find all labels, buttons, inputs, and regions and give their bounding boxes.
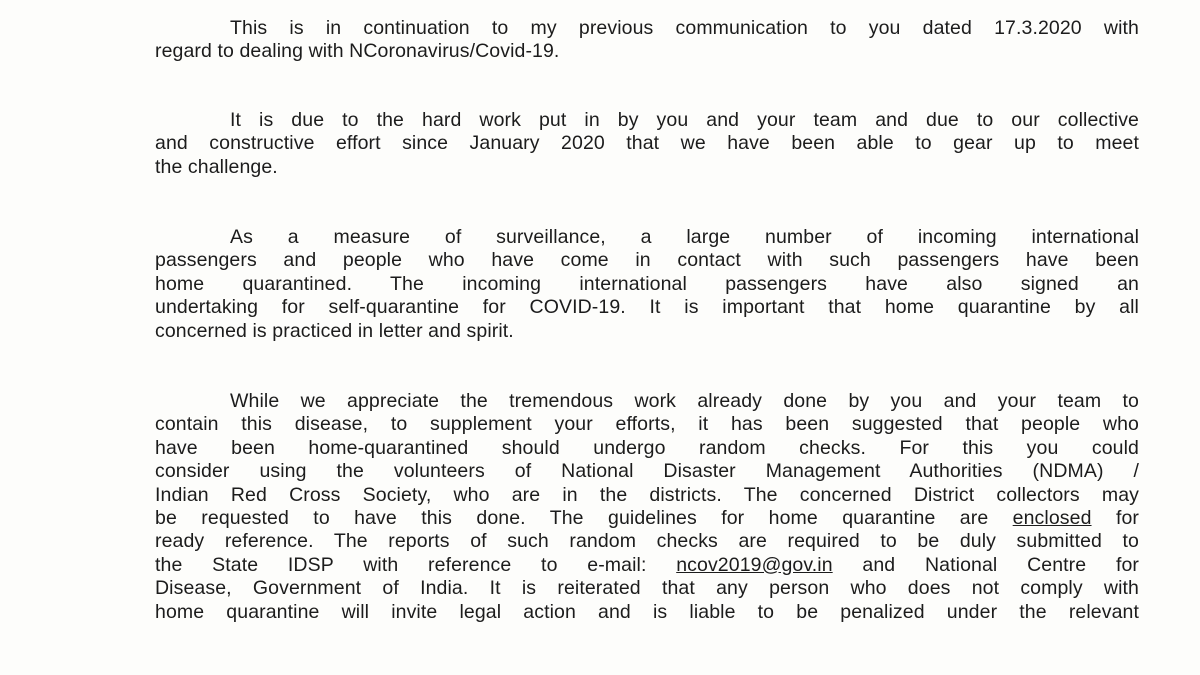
text-line: This is in continuation to my previous communication to you dated 17.3.2020 with [230, 17, 1139, 39]
text-segment: the State IDSP with reference to e-mail: [155, 553, 647, 576]
text-segment: for [1115, 507, 1139, 530]
text-line: undertaking for self-quarantine for COVID-19. It is important that home quarantine by all [155, 296, 1139, 319]
text-line: the challenge. [155, 155, 278, 178]
text-segment: and National Centre for [862, 553, 1139, 576]
text-line-with-enclosed [155, 507, 1139, 530]
paragraph-random-checks [155, 390, 1139, 624]
text-line: concerned is practiced in letter and spirit. [155, 319, 514, 342]
text-line: Disease, Government of India. It is reiterated that any person who does not comply with [155, 577, 1139, 600]
text-segment: be requested to have this done. The guidelines for home quarantine are [155, 507, 989, 530]
paragraph-hard-work [155, 109, 1139, 179]
paragraph-continuation [155, 17, 1139, 64]
text-line: regard to dealing with NCoronavirus/Covid-19. [155, 40, 560, 63]
text-line: contain this disease, to supplement your efforts, it has been suggested that people who [155, 413, 1139, 436]
text-line: have been home-quarantined should undergo random checks. For this you could [155, 436, 1139, 459]
text-line-with-email [155, 554, 1139, 577]
enclosed-underlined-word: enclosed [1012, 507, 1092, 530]
text-line: While we appreciate the tremendous work already done by you and your team to [230, 390, 1139, 412]
text-line: Indian Red Cross Society, who are in the districts. The concerned District collectors may [155, 483, 1139, 506]
text-line: home quarantined. The incoming international passengers have also signed an [155, 272, 1139, 295]
text-line: It is due to the hard work put in by you and your team and due to our collective [230, 109, 1139, 131]
paragraph-surveillance [155, 226, 1139, 343]
text-line-cut-off: home quarantine will invite legal action and is liable to be penalized under the relevant [155, 600, 1139, 623]
text-line: ready reference. The reports of such random checks are required to be duly submitted to [155, 530, 1139, 553]
text-line: and constructive effort since January 2020 that we have been able to gear up to meet [155, 132, 1139, 155]
text-line: As a measure of surveillance, a large number of incoming international [230, 226, 1139, 248]
email-link[interactable]: ncov2019@gov.in [676, 553, 833, 576]
text-line: passengers and people who have come in contact with such passengers have been [155, 249, 1139, 272]
text-line: consider using the volunteers of National Disaster Management Authorities (NDMA) / [155, 460, 1139, 483]
